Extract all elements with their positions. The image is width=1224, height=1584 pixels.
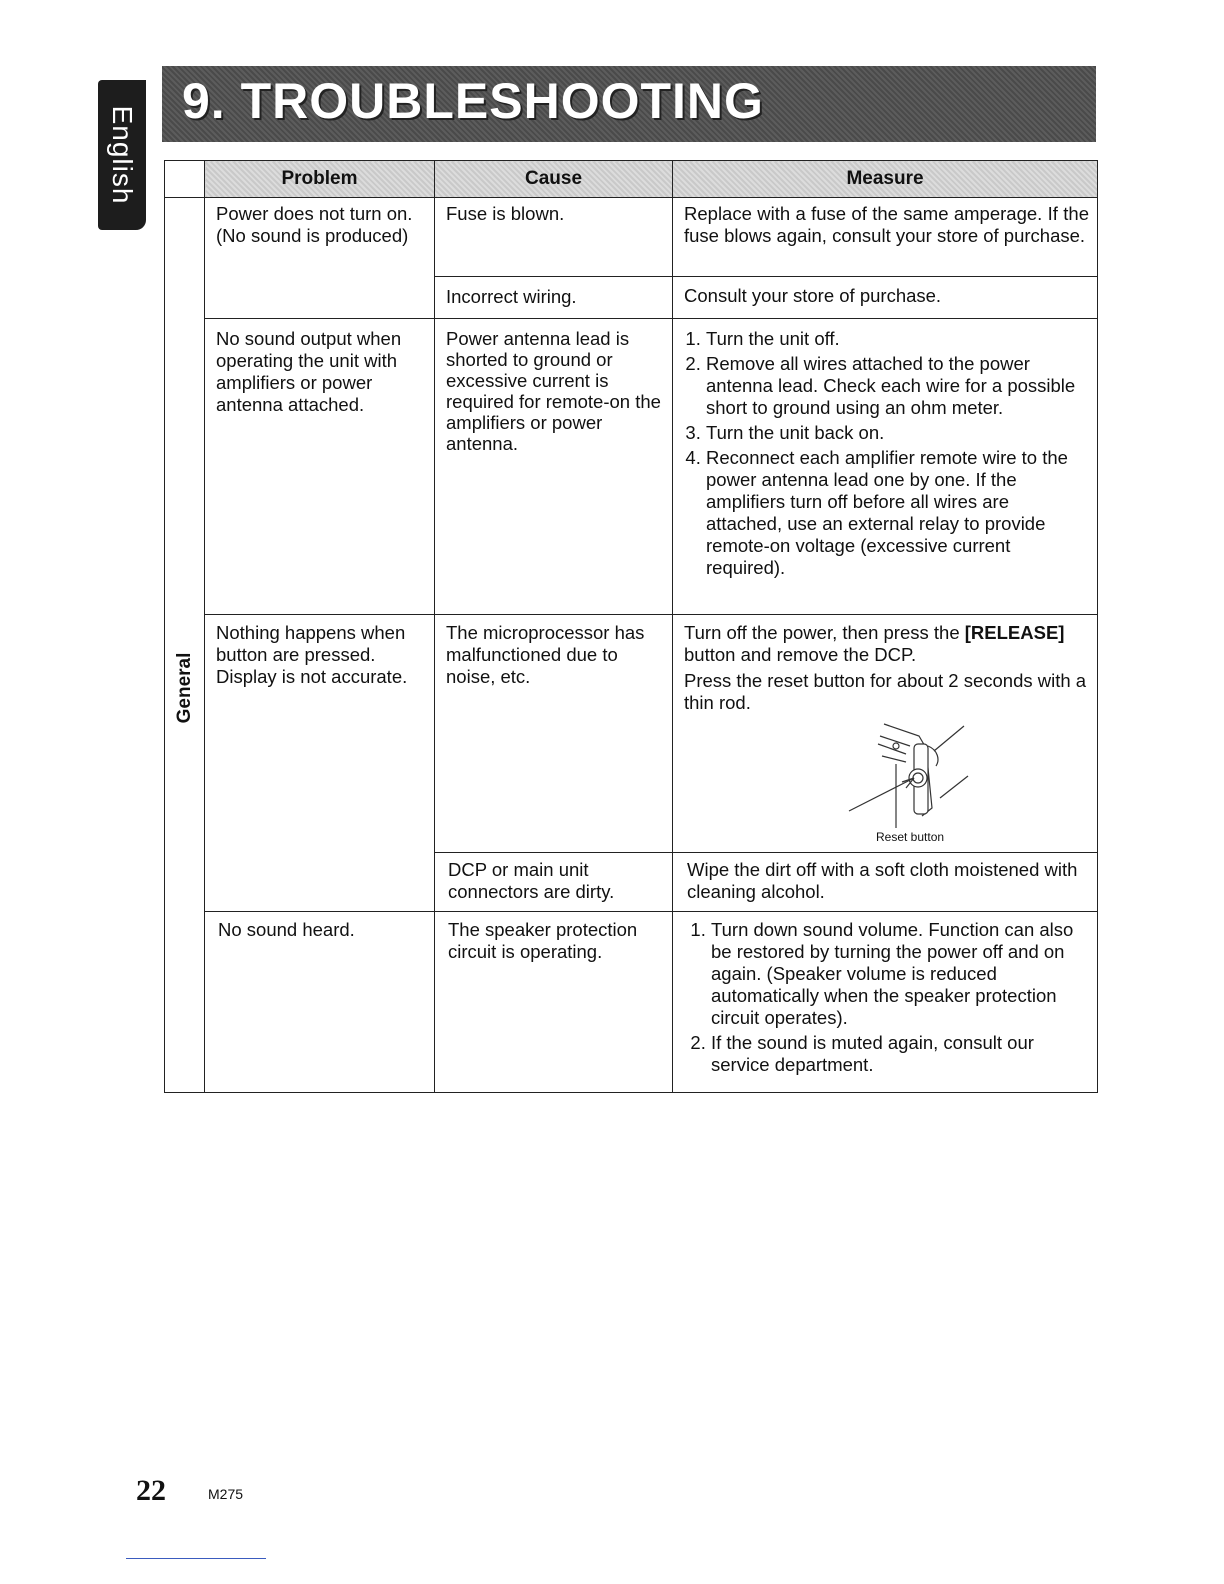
model-number: M275 bbox=[208, 1486, 244, 1502]
problem-cell bbox=[205, 319, 435, 615]
measure-text: Press the reset button for about 2 seconds with a thin rod. bbox=[684, 670, 1087, 713]
section-title-bar bbox=[162, 66, 1096, 142]
cause-cell bbox=[435, 319, 673, 615]
table-header-row bbox=[165, 161, 1098, 198]
cause-cell bbox=[435, 615, 673, 853]
language-tab-label: English bbox=[107, 105, 138, 205]
problem-cell bbox=[205, 912, 435, 1093]
cause-text: Incorrect wiring. bbox=[446, 286, 577, 307]
problem-cell bbox=[205, 198, 435, 319]
table-row bbox=[165, 912, 1098, 1093]
measure-steps bbox=[689, 919, 1089, 1076]
measure-steps bbox=[684, 328, 1089, 579]
language-tab bbox=[98, 80, 146, 230]
problem-cell bbox=[205, 615, 435, 912]
cause-text: The microprocessor has malfunctioned due to noise, etc. bbox=[446, 622, 645, 687]
header-cause: Cause bbox=[435, 161, 673, 198]
problem-text: No sound heard. bbox=[218, 919, 355, 940]
cause-text: Power antenna lead is shorted to ground or excessive current is required for remote-on the amplifiers or power antenna. bbox=[446, 328, 661, 454]
problem-text: Nothing happens when button are pressed. Display is not accurate. bbox=[216, 622, 408, 687]
problem-text: Power does not turn on. (No sound is produced) bbox=[216, 203, 413, 246]
measure-cell bbox=[673, 198, 1098, 277]
measure-step: 2. Remove all wires attached to the power antenna lead. Check each wire for a possible short to ground using an ohm meter. bbox=[706, 353, 1089, 419]
measure-step: 3. Turn the unit back on. bbox=[706, 422, 1089, 444]
section-title: 9. TROUBLESHOOTING bbox=[182, 73, 764, 129]
measure-step: 1. Turn the unit off. bbox=[706, 328, 1089, 350]
measure-cell bbox=[673, 912, 1098, 1093]
release-key-label: [RELEASE] bbox=[964, 622, 1065, 643]
table-row bbox=[165, 319, 1098, 615]
problem-text: No sound output when operating the unit with amplifiers or power antenna attached. bbox=[216, 328, 402, 415]
cause-text: The speaker protection circuit is operating. bbox=[448, 919, 638, 962]
cause-cell bbox=[435, 853, 673, 912]
unit-corner-illustration bbox=[844, 716, 984, 831]
measure-cell bbox=[673, 319, 1098, 615]
cause-cell bbox=[435, 198, 673, 277]
cause-cell bbox=[435, 912, 673, 1093]
measure-cell bbox=[673, 853, 1098, 912]
measure-text: Wipe the dirt off with a soft cloth moistened with cleaning alcohol. bbox=[687, 859, 1078, 902]
category-cell bbox=[165, 198, 205, 1093]
measure-cell bbox=[673, 277, 1098, 319]
measure-text: Consult your store of purchase. bbox=[684, 285, 942, 306]
table-row bbox=[165, 198, 1098, 277]
header-problem: Problem bbox=[205, 161, 435, 198]
measure-text: Replace with a fuse of the same amperage. If the fuse blows again, consult your store of purchase. bbox=[684, 203, 1089, 246]
measure-step: 1. Turn down sound volume. Function can also be restored by turning the power off and on again. (Speaker volume is reduced automatically when the speaker protection circuit operates). bbox=[711, 919, 1089, 1029]
cause-cell bbox=[435, 277, 673, 319]
measure-cell bbox=[673, 615, 1098, 853]
page-number: 22 bbox=[136, 1474, 166, 1507]
header-measure: Measure bbox=[673, 161, 1098, 198]
measure-text: Turn off the power, then press the [RELEASE] button and remove the DCP. bbox=[684, 622, 1065, 665]
footer-rule bbox=[126, 1558, 266, 1559]
table-row bbox=[165, 615, 1098, 853]
header-blank-cell bbox=[165, 161, 205, 198]
reset-button-illustration bbox=[684, 716, 1089, 846]
measure-step: 2. If the sound is muted again, consult our service department. bbox=[711, 1032, 1089, 1076]
illustration-caption: Reset button bbox=[876, 830, 945, 844]
cause-text: DCP or main unit connectors are dirty. bbox=[448, 859, 615, 902]
measure-step: 4. Reconnect each amplifier remote wire to the power antenna lead one by one. If the amplifiers turn off before all wires are attached, use an external relay to provide remote-on voltage (excessive current required). bbox=[706, 447, 1089, 579]
category-label: General bbox=[173, 652, 195, 724]
cause-text: Fuse is blown. bbox=[446, 203, 565, 224]
troubleshooting-table bbox=[164, 160, 1098, 1093]
